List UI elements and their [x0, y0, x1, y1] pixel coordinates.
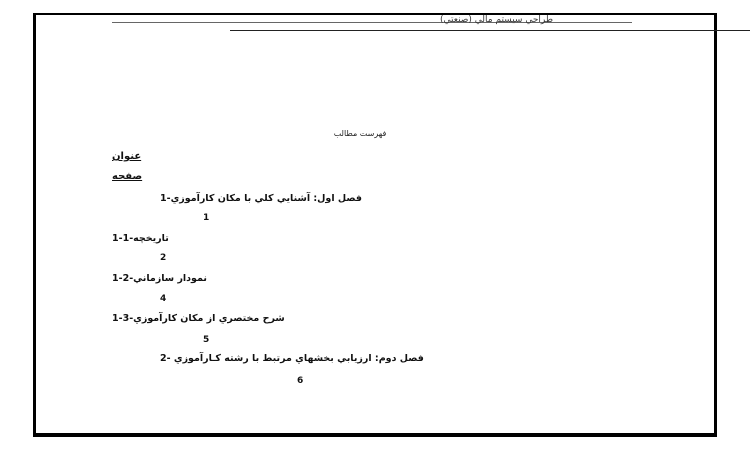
toc-entry-page: 5 — [203, 335, 210, 345]
toc-title: فهرست مطالب — [333, 129, 387, 138]
toc-entry-label: فصل اول: آشنايي كلي با مكان كارآموزي-1 — [160, 193, 362, 204]
column-heading-title: عنوان — [112, 151, 142, 162]
header-rule-lower — [230, 30, 750, 31]
toc-entry-page: 4 — [160, 294, 167, 304]
toc-entry-page: 6 — [297, 376, 304, 386]
toc-entry-label: شرح مختصري از مكان كارآموزي-3-1 — [112, 313, 285, 324]
toc-entry-page: 1 — [203, 213, 210, 223]
toc-entry-page: 2 — [160, 253, 167, 263]
toc-entry-label: فصل دوم: ارزيابي بخشهاي مرتبط با رشته كـارآموزي -2 — [160, 353, 424, 364]
running-header: طراحي سيستم مالي (صنعتي) — [440, 15, 554, 25]
toc-entry-label: تاريخچه-1-1 — [112, 233, 169, 244]
page-border — [33, 13, 717, 437]
toc-entry-label: نمودار سازماني-2-1 — [112, 273, 207, 284]
column-heading-page: صفحه — [112, 171, 143, 182]
